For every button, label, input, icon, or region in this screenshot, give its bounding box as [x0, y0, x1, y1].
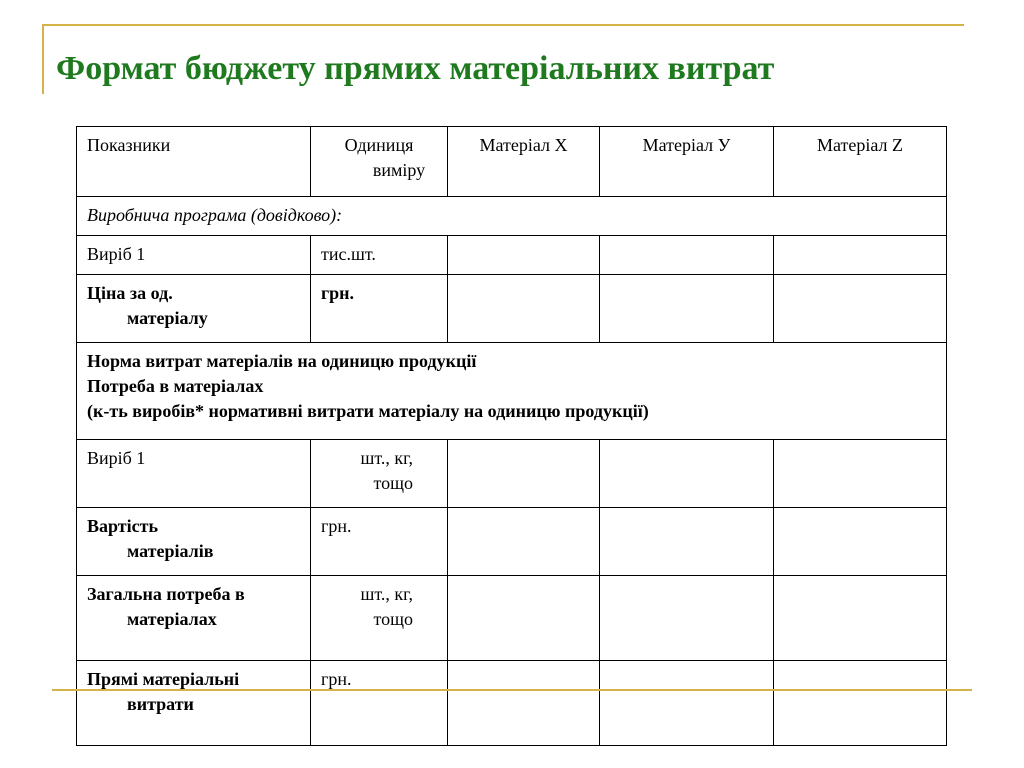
table-row-price [77, 275, 947, 343]
total-need-material-y-cell[interactable] [600, 576, 774, 661]
price-label [77, 275, 311, 343]
item1-unit: тис.шт. [311, 236, 448, 275]
section-production-row [77, 197, 947, 236]
item1-need-unit-line2: тощо [373, 473, 413, 493]
table-row-direct-costs [77, 661, 947, 746]
header-unit-line1: Одиниця [344, 135, 414, 155]
cost-unit: грн. [311, 508, 448, 576]
slide-title: Формат бюджету прямих матеріальних витрат [56, 50, 775, 87]
section-norms-label [77, 343, 947, 440]
item1-need-material-z-cell[interactable] [774, 440, 947, 508]
cost-label-line1: Вартість [87, 516, 158, 536]
total-need-label [77, 576, 311, 661]
cost-material-z-cell[interactable] [774, 508, 947, 576]
section-norms-line2: Потреба в матеріалах [87, 376, 264, 396]
price-material-z-cell[interactable] [774, 275, 947, 343]
table-row-item1-need [77, 440, 947, 508]
item1-need-unit-line1: шт., кг, [360, 448, 413, 468]
bottom-accent-rule [52, 689, 972, 691]
section-norms-line1: Норма витрат матеріалів на одиницю продукції [87, 351, 477, 371]
item1-need-unit [311, 440, 448, 508]
header-indicators: Показники [77, 127, 311, 197]
price-label-line1: Ціна за од. [87, 283, 173, 303]
cost-label [77, 508, 311, 576]
total-need-material-x-cell[interactable] [448, 576, 600, 661]
header-unit [311, 127, 448, 197]
total-need-label-line1: Загальна потреба в [87, 584, 245, 604]
price-material-x-cell[interactable] [448, 275, 600, 343]
item1-need-material-y-cell[interactable] [600, 440, 774, 508]
direct-costs-label-line1: Прямі матеріальні [87, 669, 240, 689]
header-material-y: Матеріал У [600, 127, 774, 197]
cost-label-line2: матеріалів [127, 541, 214, 561]
price-label-line2: матеріалу [127, 308, 208, 328]
cost-material-y-cell[interactable] [600, 508, 774, 576]
section-norms-row [77, 343, 947, 440]
header-material-z: Матеріал Z [774, 127, 947, 197]
item1-material-z-cell[interactable] [774, 236, 947, 275]
item1-need-material-x-cell[interactable] [448, 440, 600, 508]
header-material-x: Матеріал Х [448, 127, 600, 197]
item1-label: Виріб 1 [77, 236, 311, 275]
total-need-material-z-cell[interactable] [774, 576, 947, 661]
table-header-row [77, 127, 947, 197]
header-unit-line2: виміру [372, 160, 426, 180]
direct-costs-material-x-cell[interactable] [448, 661, 600, 746]
total-need-unit-line2: тощо [373, 609, 413, 629]
direct-costs-unit: грн. [311, 661, 448, 746]
section-production-label: Виробнича програма (довідково): [77, 197, 947, 236]
total-need-label-line2: матеріалах [127, 609, 217, 629]
table-row-cost [77, 508, 947, 576]
top-accent-rule [42, 24, 964, 26]
total-need-unit-line1: шт., кг, [360, 584, 413, 604]
direct-costs-label [77, 661, 311, 746]
direct-costs-material-z-cell[interactable] [774, 661, 947, 746]
item1-need-label: Виріб 1 [77, 440, 311, 508]
section-norms-line3: (к-ть виробів* нормативні витрати матеріалу на одиницю продукції) [87, 401, 649, 421]
direct-costs-label-line2: витрати [127, 694, 194, 714]
item1-material-y-cell[interactable] [600, 236, 774, 275]
left-accent-rule [42, 24, 44, 94]
price-unit: грн. [311, 275, 448, 343]
item1-material-x-cell[interactable] [448, 236, 600, 275]
table-row-item1 [77, 236, 947, 275]
budget-table [76, 126, 947, 746]
cost-material-x-cell[interactable] [448, 508, 600, 576]
total-need-unit [311, 576, 448, 661]
price-material-y-cell[interactable] [600, 275, 774, 343]
table-row-total-need [77, 576, 947, 661]
direct-costs-material-y-cell[interactable] [600, 661, 774, 746]
